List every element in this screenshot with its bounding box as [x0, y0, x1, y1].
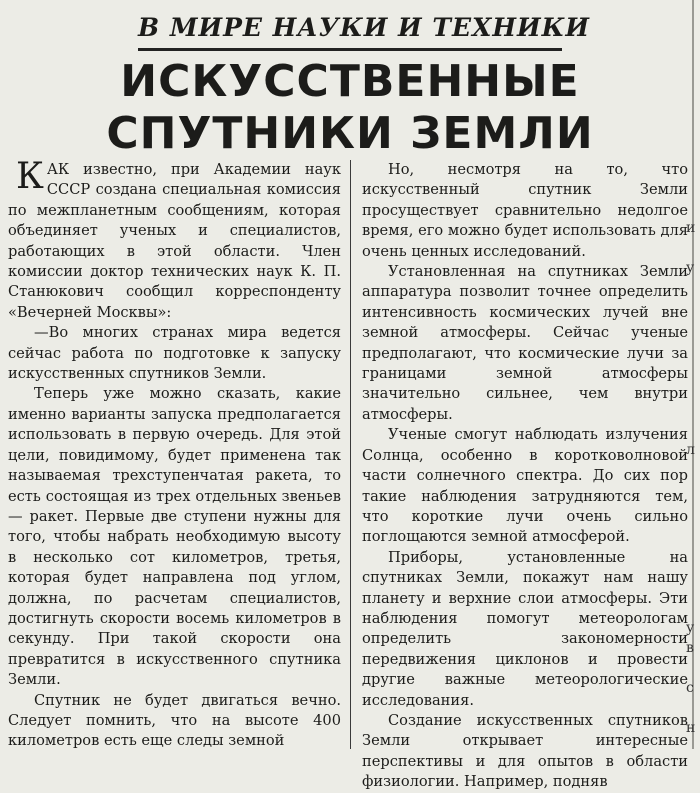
paragraph: —Во многих странах мира ведется сейчас работа по подготовке к запуску искусственных спутников Земли. [8, 324, 341, 383]
edge-fragment: л [686, 442, 695, 458]
article-column-right [362, 160, 688, 791]
paragraph-text: АК известно, при Академии наук СССР создана специальная комиссия по межпланетным сообщениям, которая объединяет ученых и специалистов, работающих в этой области. Член комиссии доктор технических наук К. П. Станюкович сообщил корреспонденту «Вечерней Москвы»: [8, 161, 341, 321]
paragraph: Ученые смогут наблюдать излучения Солнца, особенно в коротковолновой части солнечного спектра. До сих пор такие наблюдения затрудняются тем, что короткие лучи очень сильно поглощаются земной атмосферой. [362, 426, 688, 546]
drop-cap: К [16, 156, 44, 197]
section-rubric: В МИРЕ НАУКИ И ТЕХНИКИ [138, 8, 562, 51]
edge-fragment: у [686, 620, 695, 636]
edge-fragment: у [686, 260, 695, 276]
paragraph: Установленная на спутниках Земли аппаратура позволит точнее определить интенсивность космических лучей вне земной атмосферы. Сейчас ученые предполагают, что космические лучи за границами земной атмосферы значительно сильнее, чем внутри атмосферы. [362, 263, 688, 423]
headline-line-2: СПУТНИКИ ЗЕМЛИ [106, 108, 594, 159]
paragraph: Но, несмотря на то, что искусственный спутник Земли просуществует сравнительно недолгое время, его можно будет использовать для очень ценных исследований. [362, 161, 688, 260]
edge-fragment: с [686, 680, 694, 696]
paragraph: Теперь уже можно сказать, какие именно варианты запуска предполагается использовать в первую очередь. Для этой цели, повидимому, будет применена так называемая трехступенчатая ракета, то есть состоящая из трех отдельных звеньев — ракет. Первые две ступени нужны для того, чтобы набрать необходимую высоту в несколько сот километров, третья, которая будет направлена под углом, должна, по расчетам специалистов, достигнуть скорости восемь километров в секунду. При такой скорости она превратится в искусственного спутника Земли. [8, 385, 341, 689]
article-column-left [8, 156, 341, 750]
edge-fragment: в [686, 640, 694, 656]
headline-line-1: ИСКУССТВЕННЫЕ [120, 56, 580, 107]
paragraph [8, 156, 341, 323]
article-headline [60, 56, 640, 160]
paragraph: Спутник не будет двигаться вечно. Следует помнить, что на высоте 400 километров есть еще следы земной [8, 691, 341, 750]
edge-fragment: н [686, 720, 696, 736]
paragraph: Создание искусственных спутников Земли открывает интересные перспективы и для опытов в области физиологии. Например, подняв [362, 711, 688, 791]
column-divider [350, 160, 351, 749]
edge-fragment: и [686, 220, 696, 236]
paragraph: Приборы, установленные на спутниках Земли, покажут нам нашу планету и верхние слои атмосферы. Эти наблюдения помогут метеорологам определить закономерности передвижения циклонов и провести другие важные метеорологические исследования. [362, 548, 688, 709]
